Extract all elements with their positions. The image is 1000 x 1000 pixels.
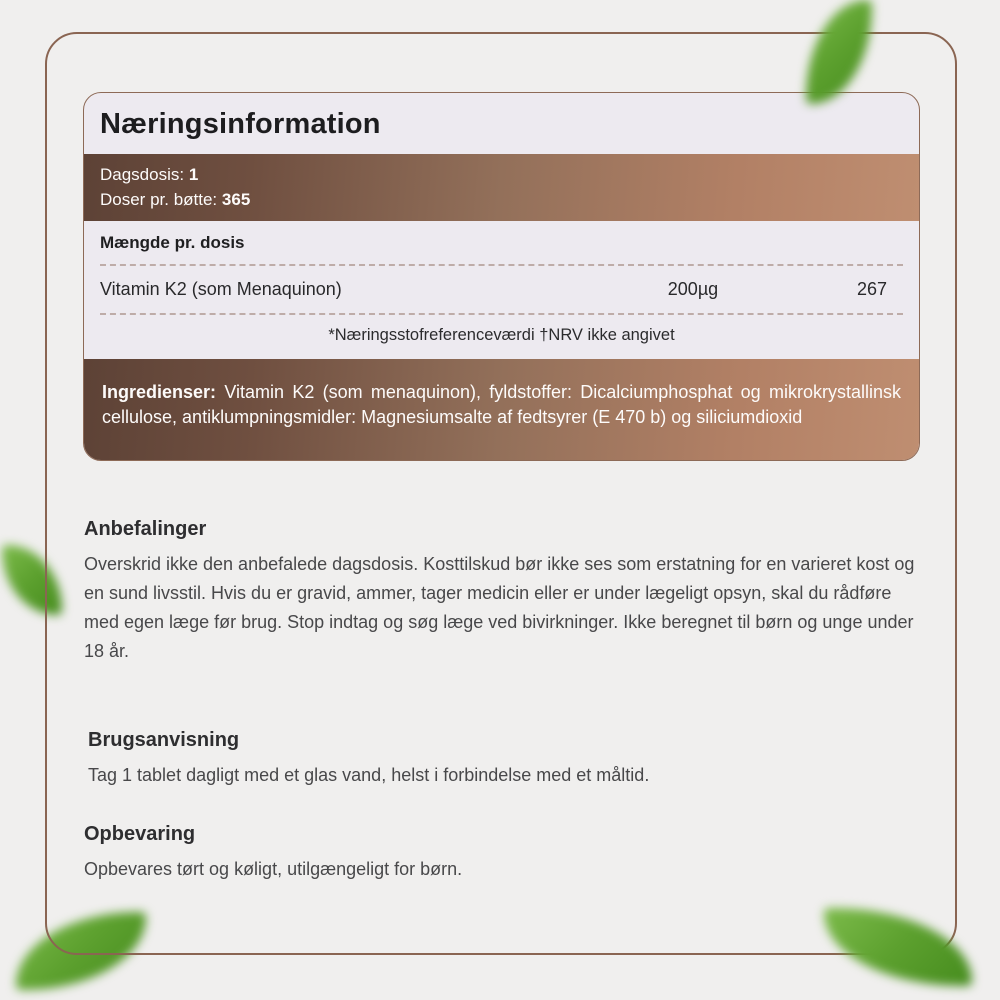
section-heading: Brugsanvisning — [88, 729, 240, 751]
section-body: Opbevares tørt og køligt, utilgængeligt for børn. — [84, 859, 463, 879]
info-sections — [84, 518, 922, 884]
servings-line — [100, 187, 903, 212]
table-column-header: Mængde pr. dosis — [100, 233, 245, 252]
nutrition-label-card — [83, 92, 920, 461]
section-anbefalinger — [84, 518, 922, 666]
ingredients-text: Vitamin K2 (som menaquinon), fyldstoffer: Dicalciumphosphat og mikrokrystallinsk cellulose, antiklumpningsmidler: Magnesiumsalte af fedtsyrer (E 470 b) og siliciumdioxid — [102, 382, 901, 427]
ingredients-box — [84, 359, 919, 460]
daily-dose-label: Dagsdosis: — [100, 165, 185, 184]
servings-value: 365 — [221, 190, 251, 209]
table-row — [100, 266, 903, 313]
section-brugsanvisning — [88, 729, 922, 790]
nutrient-nrv: 267 — [856, 279, 887, 299]
servings-label: Doser pr. bøtte: — [100, 190, 218, 209]
section-body: Overskrid ikke den anbefalede dagsdosis. Kosttilskud bør ikke ses som erstatning for en varieret kost og en sund livsstil. Hvis du er gravid, ammer, tager medicin eller er under lægeligt opsyn, skal du rådføre med egen læge før brug. Stop indtag og søg læge ved bivirkninger. Ikke beregnet til børn og unge under 18 år. — [84, 554, 915, 661]
nutrient-name: Vitamin K2 (som Menaquinon) — [100, 279, 342, 299]
section-opbevaring — [84, 823, 922, 884]
nutrient-amount: 200µg — [667, 279, 719, 299]
daily-dose-value: 1 — [188, 165, 199, 184]
ingredients-label: Ingredienser: — [102, 382, 217, 402]
section-body: Tag 1 tablet dagligt med et glas vand, helst i forbindelse med et måltid. — [88, 765, 650, 785]
daily-dose-line — [100, 162, 903, 187]
table-footnote: *Næringsstofreferenceværdi †NRV ikke angivet — [328, 326, 675, 344]
nutrition-table — [84, 221, 919, 359]
dose-bar — [84, 154, 919, 221]
nutrition-title: Næringsinformation — [100, 108, 381, 140]
section-heading: Anbefalinger — [84, 518, 207, 540]
section-heading: Opbevaring — [84, 823, 196, 845]
